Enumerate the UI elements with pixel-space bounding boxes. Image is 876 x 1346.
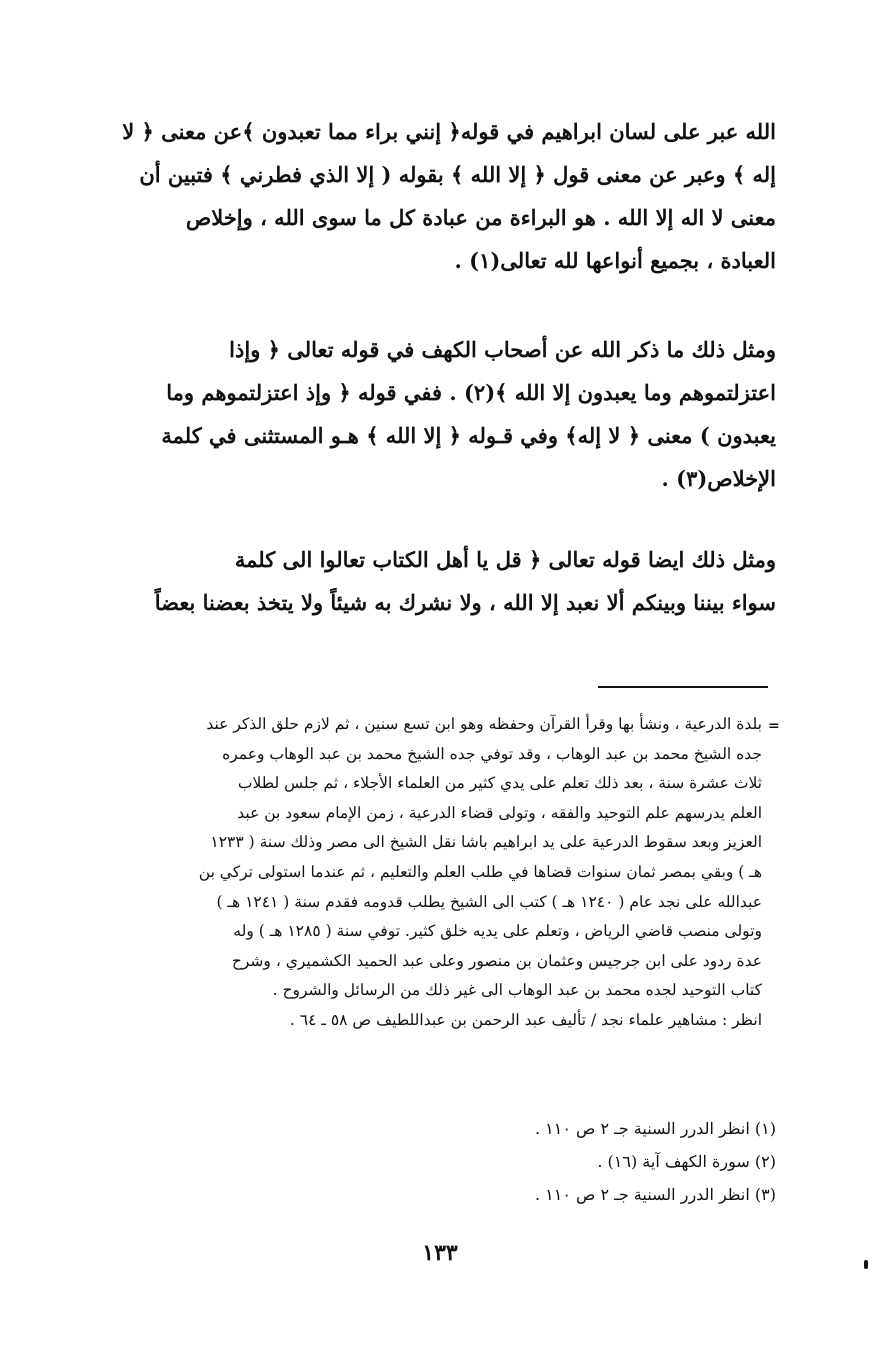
page-number: ١٣٣ (422, 1240, 458, 1266)
paragraph-line: سواء بيننا وبينكم ألا نعبد إلا الله ، ولا نشرك به شيئاً ولا يتخذ بعضنا بعضاً (154, 590, 776, 615)
footnote-continuation (72, 710, 762, 1036)
footnote-line: هـ ) وبقي بمصر ثمان سنوات قضاها في طلب العلم والتعليم ، ثم عندما استولى تركي بن (198, 862, 762, 881)
footnote-divider (598, 686, 768, 688)
scan-mark (864, 1260, 868, 1269)
footnote-line: عبدالله على نجد عام ( ١٢٤٠ هـ ) كتب الى الشيخ يطلب قدومه فقدم سنة ( ١٢٤١ هـ ) (216, 892, 762, 911)
paragraph-line: يعبدون ) معنى ﴿ لا إله﴾ وفي قـوله ﴿ إلا الله ﴾ هـو المستثنى في كلمة (161, 423, 776, 448)
footnote-line: كتاب التوحيد لجده محمد بن عبد الوهاب الى غير ذلك من الرسائل والشروح . (272, 981, 762, 1000)
footnote-reference: (٢) سورة الكهف آية (١٦) . (597, 1152, 776, 1171)
footnote-line: وتولى منصب قاضي الرياض ، وتعلم على يديه خلق كثير. توفي سنة ( ١٢٨٥ هـ ) وله (233, 922, 762, 941)
footnote-line: عدة ردود على ابن جرجيس وعثمان بن منصور وعلى عبد الحميد الكشميري ، وشرح (231, 951, 762, 970)
footnote-line: ثلاث عشرة سنة ، بعد ذلك تعلم على يدي كثير من العلماء الأجلاء ، ثم جلس لطلاب (237, 774, 762, 793)
paragraph-line: ومثل ذلك ايضا قوله تعالى ﴿ قل يا أهل الكتاب تعالوا الى كلمة (234, 547, 776, 572)
paragraph-line: اعتزلتموهم وما يعبدون إلا الله ﴾(٢) . ففي قوله ﴿ وإذ اعتزلتموهم وما (166, 380, 776, 405)
footnote-reference: (١) انظر الدرر السنية جـ ٢ ص ١١٠ . (534, 1119, 776, 1138)
paragraph-line: العبادة ، بجميع أنواعها لله تعالى(١) . (454, 248, 776, 273)
paragraph-line: الإخلاص(٣) . (661, 466, 776, 491)
footnote-line: بلدة الدرعية ، ونشأ بها وقرأ القرآن وحفظه وهو ابن تسع سنين ، ثم لازم حلق الذكر عند (206, 715, 762, 733)
footnote-continuation-marker: = (768, 718, 780, 734)
paragraph-1 (78, 110, 776, 282)
footnote-line: العزيز وبعد سقوط الدرعية على يد ابراهيم باشا نقل الشيخ الى مصر وذلك سنة ( ١٢٣٣ (210, 833, 762, 852)
paragraph-2 (78, 328, 776, 500)
paragraph-line: إله ﴾ وعبر عن معنى قول ﴿ إلا الله ﴾ بقوله ( إلا الذي فطرني ﴾ فتبين أن (139, 162, 776, 187)
footnote-reference: (٣) انظر الدرر السنية جـ ٢ ص ١١٠ . (534, 1185, 776, 1204)
footnote-line: جده الشيخ محمد بن عبد الوهاب ، وقد توفي جده الشيخ محمد بن عبد الوهاب وعمره (222, 744, 762, 763)
paragraph-line: معنى لا اله إلا الله . هو البراءة من عبادة كل ما سوى الله ، وإخلاص (185, 205, 776, 230)
paragraph-line: ومثل ذلك ما ذكر الله عن أصحاب الكهف في قوله تعالى ﴿ وإذا (229, 337, 776, 362)
footnote-source-line: انظر : مشاهير علماء نجد / تأليف عبد الرحمن بن عبداللطيف ص ٥٨ ـ ٦٤ . (289, 1010, 762, 1029)
paragraph-3 (78, 538, 776, 624)
paragraph-line: الله عبر على لسان ابراهيم في قوله﴿ إنني براء مما تعبدون ﴾عن معنى ﴿ لا (122, 119, 776, 144)
footnote-line: العلم يدرسهم علم التوحيد والفقه ، وتولى قضاء الدرعية ، زمن الإمام سعود بن عبد (237, 803, 762, 822)
footnote-references (300, 1112, 776, 1211)
